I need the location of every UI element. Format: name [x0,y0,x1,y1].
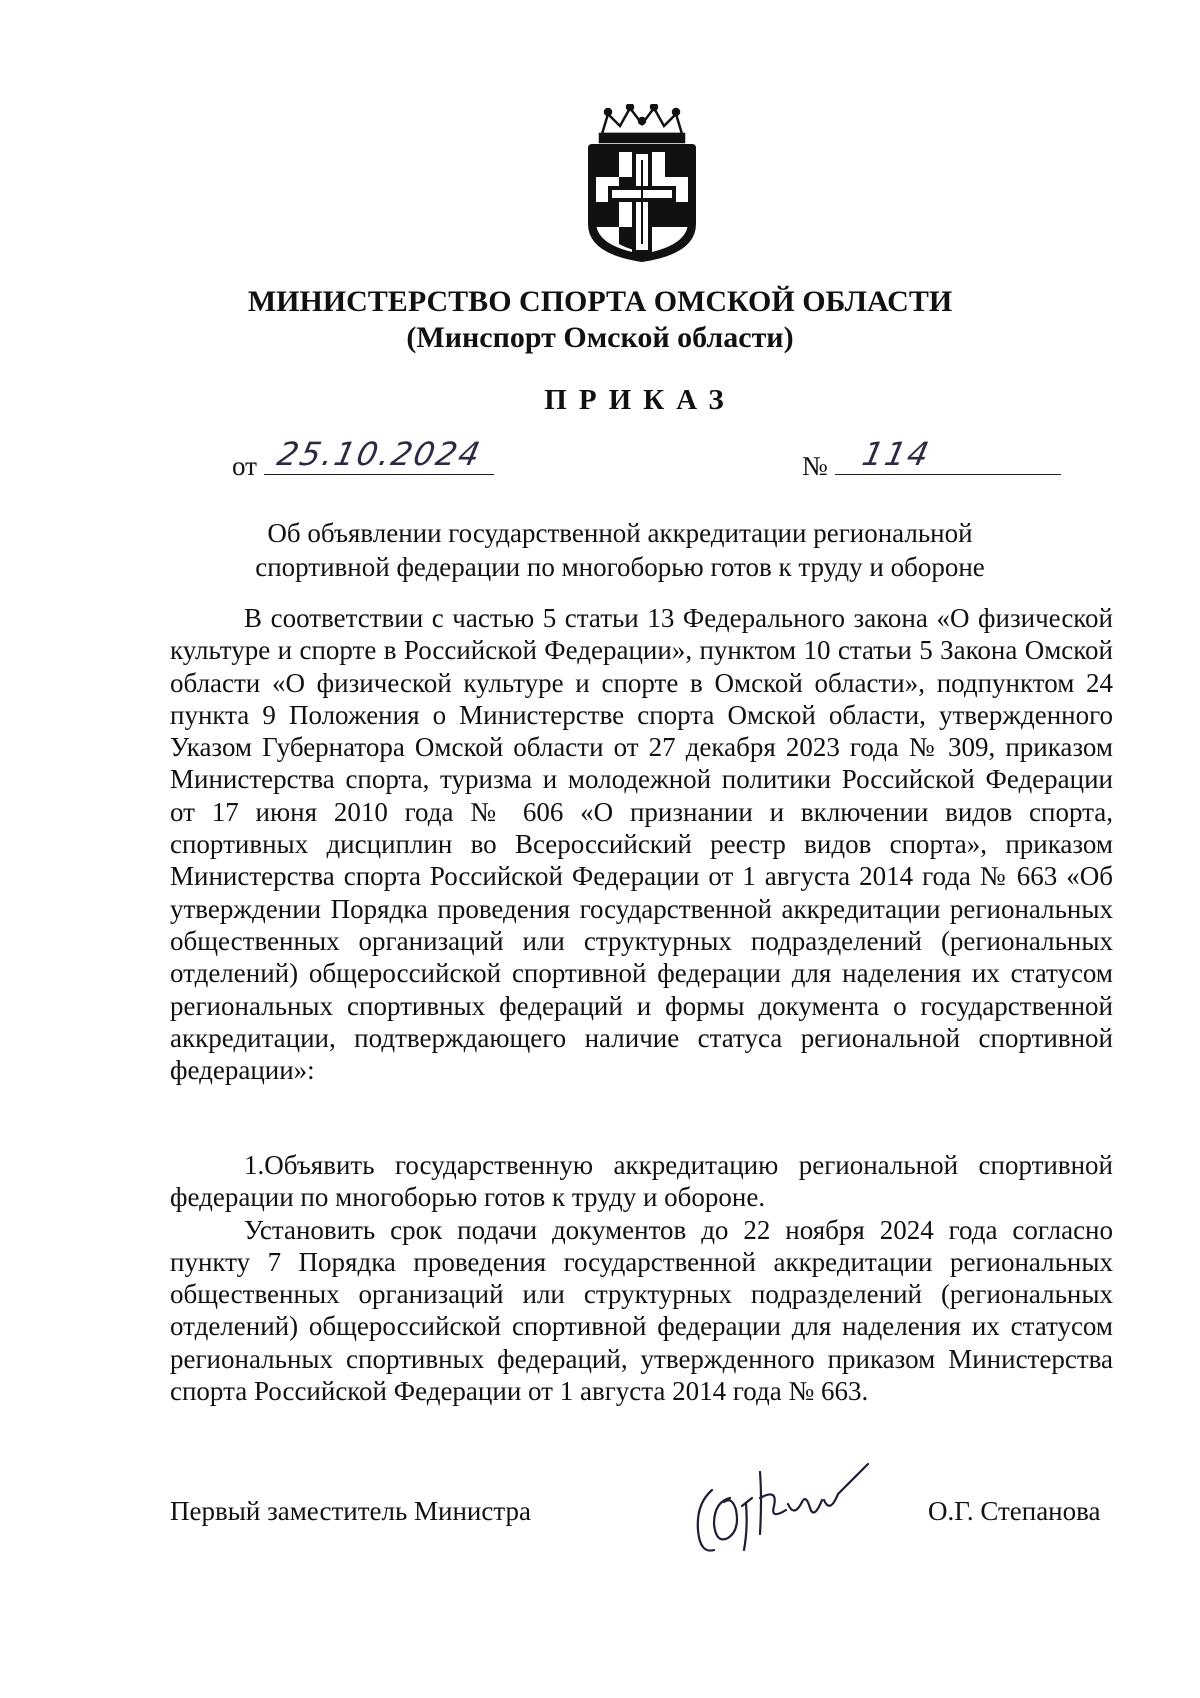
order-subject: Об объявлении государственной аккредитации региональной спортивной федерации по многоборью готов к труду и обороне [255,518,985,582]
signer-position: Первый заместитель Министра [170,1496,531,1526]
order-clauses [170,1149,1113,1407]
ministry-name: МИНИСТЕРСТВО СПОРТА ОМСКОЙ ОБЛАСТИ [247,285,953,318]
preamble-paragraph: В соответствии с частью 5 статьи 13 Федерального закона «О физической культуре и спорте в Российской Федерации», пунктом 10 статьи 5 Закона Омской области «О физической культуре и спорте в Омской области», подпунктом 24 пункта 9 Положения о Министерстве спорта Омской области, утвержденного Указом Губернатора Омской области от 27 декабря 2023 года № 309, приказом Министерства спорта, туризма и молодежной политики Российской Федерации от 17 июня 2010 года № 606 «О признании и включении видов спорта, спортивных дисциплин во Всероссийский реестр видов спорта», приказом Министерства спорта Российской Федерации от 1 августа 2014 года № 663 «Об утверждении Порядка проведения государственной аккредитации региональных общественных организаций или структурных подразделений (региональных отделений) общероссийской спортивной федерации для наделения их статусом региональных спортивных федераций и формы документа о государственной аккредитации, подтверждающего наличие статуса региональной спортивной федерации»: [170,603,1113,1086]
doc-type-title: ПРИКАЗ [544,384,736,416]
clause-deadline: Установить срок подачи документов до 22 ноября 2024 года согласно пункту 7 Порядка проведения государственной аккредитации региональных общественных организаций или структурных подразделений (региональных отделений) общероссийской спортивной федерации для наделения их статусом региональных спортивных федераций, утвержденного приказом Министерства спорта Российской Федерации от 1 августа 2014 года № 663. [170,1214,1113,1407]
number-prefix: № [802,451,828,481]
date-value: 25.10.2024 [273,435,485,473]
date-prefix: от [232,451,257,481]
order-date [232,435,494,482]
clause-1: 1.Объявить государственную аккредитацию региональной спортивной федерации по многоборью готов к труду и обороне. [170,1150,1113,1213]
number-value: 114 [858,435,934,473]
date-field [264,435,494,475]
omsk-coat-of-arms-icon [580,104,704,264]
ministry-heading [0,284,1200,356]
order-number [802,435,1061,482]
number-field [835,435,1061,475]
handwritten-signature-icon [690,1458,880,1568]
ministry-short-name: (Минспорт Омской области) [406,321,794,354]
preamble [170,602,1113,1086]
signer-name: О.Г. Степанова [928,1496,1101,1526]
